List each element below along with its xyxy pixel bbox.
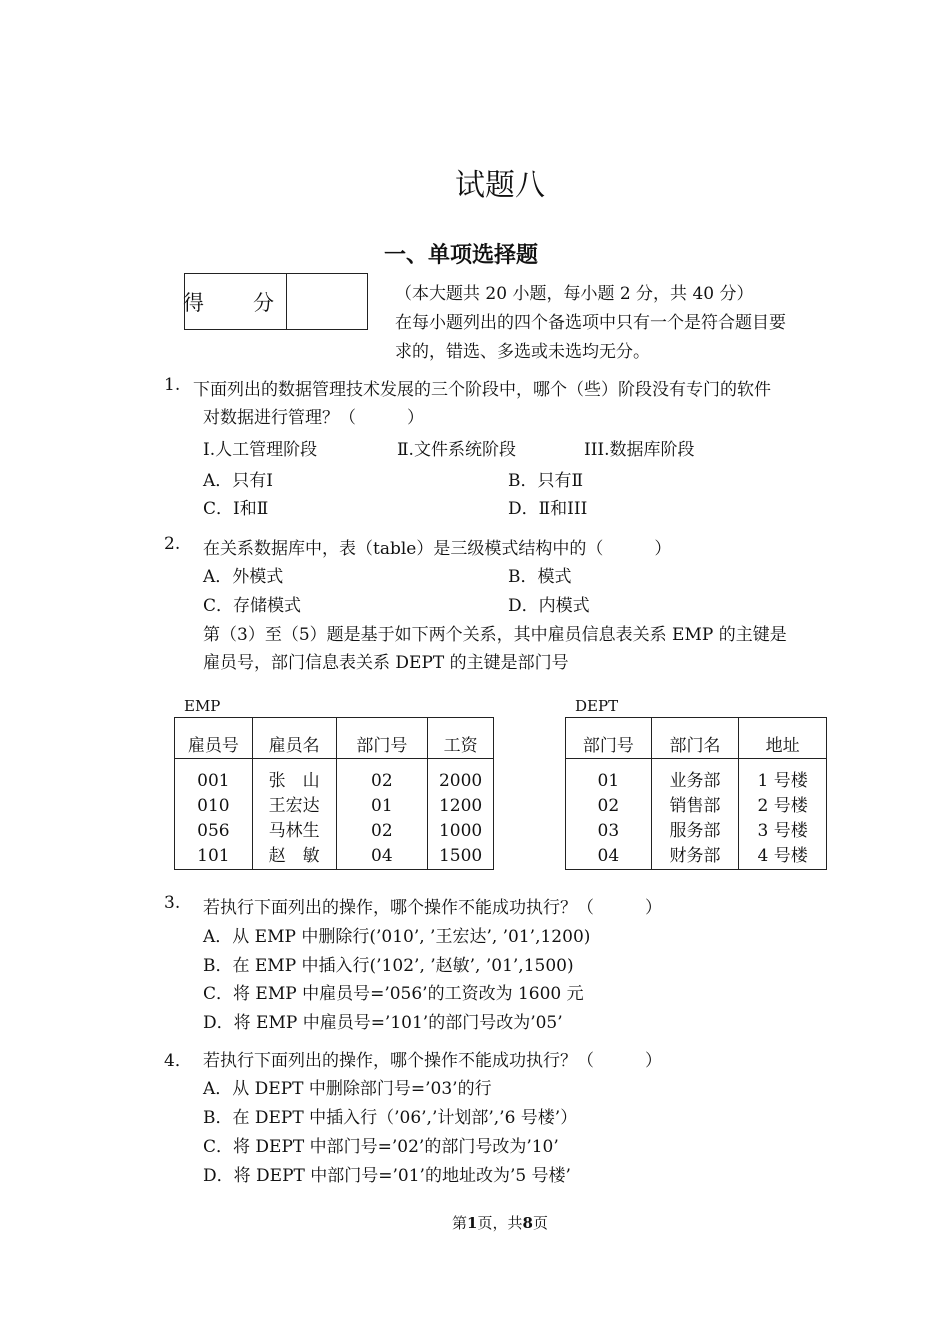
column-header: 部门号: [336, 718, 428, 759]
emp-table: [174, 717, 494, 870]
option-d: D．Ⅱ和III: [508, 499, 588, 519]
table-cell: 销售部: [651, 794, 739, 819]
column-header: 地址: [739, 718, 827, 759]
section-heading: 一、单项选择题: [384, 243, 539, 268]
option-b: B．在 DEPT 中插入行（’06’,’计划部’,’6 号楼’）: [203, 1108, 578, 1128]
table-cell: 服务部: [651, 819, 739, 844]
question-number: 4．: [164, 1051, 192, 1071]
table-row: [175, 794, 494, 819]
table-cell: 04: [336, 844, 428, 870]
instruction-line-2: 在每小题列出的四个备选项中只有一个是符合题目要: [395, 313, 786, 333]
table-cell: 03: [566, 819, 652, 844]
table-cell: 业务部: [651, 759, 739, 795]
question-number: 1.: [164, 375, 181, 395]
table-cell: 01: [336, 794, 428, 819]
stage-label: Ⅱ.文件系统阶段: [397, 440, 516, 460]
question-text: 对数据进行管理？（ ）: [203, 408, 424, 428]
table-cell: 1000: [428, 819, 494, 844]
table-cell: 01: [566, 759, 652, 795]
footer-prefix: 第: [452, 1214, 468, 1232]
table-row: [175, 844, 494, 870]
table-cell: 101: [175, 844, 253, 870]
option-c: C．Ⅰ和Ⅱ: [203, 499, 269, 519]
question-text: 下面列出的数据管理技术发展的三个阶段中，哪个（些）阶段没有专门的软件: [193, 380, 771, 400]
page-footer: [0, 1212, 950, 1233]
table-cell: 张 山: [252, 759, 336, 795]
table-cell: 02: [566, 794, 652, 819]
table-cell: 04: [566, 844, 652, 870]
option-d: D．将 EMP 中雇员号=’101’的部门号改为’05’: [203, 1013, 563, 1033]
page-title: 试题八: [455, 168, 545, 203]
context-note: 第（3）至（5）题是基于如下两个关系，其中雇员信息表关系 EMP 的主键是: [203, 625, 787, 645]
table-cell: 4 号楼: [739, 844, 827, 870]
dept-table: [565, 717, 827, 870]
table-cell: 赵 敏: [252, 844, 336, 870]
instruction-line-1: （本大题共 20 小题，每小题 2 分，共 40 分）: [395, 284, 754, 304]
question-number: 2.: [164, 534, 181, 554]
table-header-row: [175, 718, 494, 759]
column-header: 部门号: [566, 718, 652, 759]
table-row: [566, 794, 827, 819]
column-header: 工资: [428, 718, 494, 759]
instruction-line-3: 求的，错选、多选或未选均无分。: [395, 342, 650, 362]
stage-label: III.数据库阶段: [584, 440, 695, 460]
option-d: D．内模式: [508, 596, 590, 616]
option-c: C．将 DEPT 中部门号=’02’的部门号改为’10’: [203, 1137, 559, 1157]
question-text: 若执行下面列出的操作，哪个操作不能成功执行？（ ）: [203, 1051, 662, 1071]
table-cell: 056: [175, 819, 253, 844]
table-cell: 010: [175, 794, 253, 819]
footer-middle: 页，共: [477, 1214, 523, 1232]
context-note: 雇员号，部门信息表关系 DEPT 的主键是部门号: [203, 653, 569, 673]
table-cell: 3 号楼: [739, 819, 827, 844]
question-text: 在关系数据库中，表（table）是三级模式结构中的（ ）: [203, 539, 672, 559]
dept-table-name: DEPT: [575, 697, 619, 715]
table-cell: 财务部: [651, 844, 739, 870]
table-cell: 02: [336, 759, 428, 795]
option-a: A．只有Ⅰ: [203, 471, 273, 491]
table-row: [175, 819, 494, 844]
table-row: [566, 759, 827, 795]
current-page-number: 1: [467, 1214, 478, 1232]
table-row: [175, 759, 494, 795]
option-a: A．从 EMP 中删除行(’010’, ’王宏达’, ’01’,1200): [203, 927, 591, 947]
table-cell: 001: [175, 759, 253, 795]
option-b: B．在 EMP 中插入行(’102’, ’赵敏’, ’01’,1500): [203, 956, 574, 976]
table-row: [566, 819, 827, 844]
option-a: A．从 DEPT 中删除部门号=’03’的行: [203, 1079, 492, 1099]
question-text: 若执行下面列出的操作，哪个操作不能成功执行？（ ）: [203, 898, 662, 918]
table-cell: 1 号楼: [739, 759, 827, 795]
column-header: 部门名: [651, 718, 739, 759]
table-cell: 02: [336, 819, 428, 844]
table-row: [566, 844, 827, 870]
option-c: C．将 EMP 中雇员号=’056’的工资改为 1600 元: [203, 984, 584, 1004]
option-c: C．存储模式: [203, 596, 302, 616]
score-label: 得 分: [185, 274, 287, 329]
table-cell: 1200: [428, 794, 494, 819]
table-cell: 马林生: [252, 819, 336, 844]
column-header: 雇员号: [175, 718, 253, 759]
option-a: A．外模式: [203, 567, 284, 587]
emp-table-name: EMP: [184, 697, 221, 715]
total-pages-number: 8: [522, 1214, 533, 1232]
option-b: B．只有Ⅱ: [508, 471, 584, 491]
score-value-cell: [287, 274, 367, 329]
stage-label: Ⅰ.人工管理阶段: [203, 440, 318, 460]
table-cell: 2 号楼: [739, 794, 827, 819]
question-number: 3.: [164, 893, 181, 913]
table-cell: 1500: [428, 844, 494, 870]
table-cell: 王宏达: [252, 794, 336, 819]
column-header: 雇员名: [252, 718, 336, 759]
footer-suffix: 页: [532, 1214, 548, 1232]
option-d: D．将 DEPT 中部门号=’01’的地址改为’5 号楼’: [203, 1166, 571, 1186]
table-header-row: [566, 718, 827, 759]
score-box: [184, 273, 368, 330]
table-cell: 2000: [428, 759, 494, 795]
option-b: B．模式: [508, 567, 572, 587]
